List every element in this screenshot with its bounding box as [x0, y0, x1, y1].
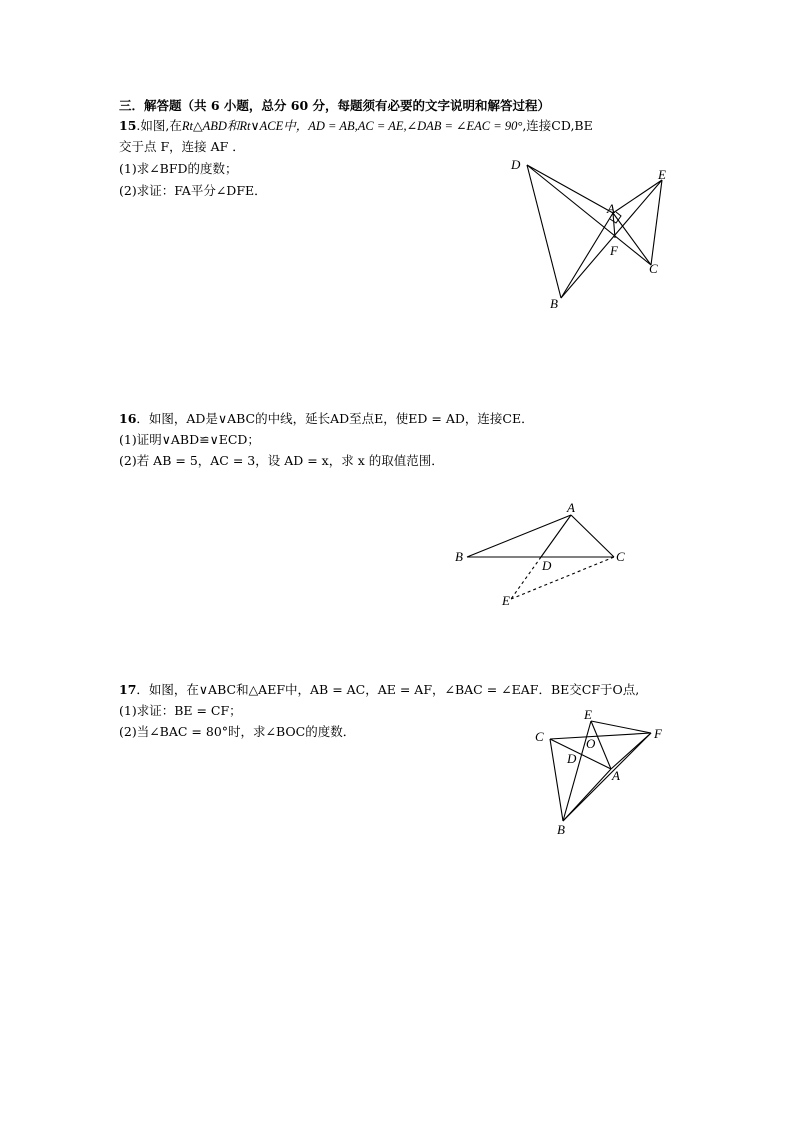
q16-line1 — [119, 411, 534, 427]
q17-number: 17 — [119, 682, 137, 697]
q15-label-b: B — [550, 296, 558, 311]
q17-segment-bf — [563, 733, 651, 821]
q16-figure — [450, 495, 640, 610]
q16-label-e: E — [502, 593, 510, 608]
q16-label-c: C — [616, 549, 625, 564]
q16-line1-text: ．如图，AD是∨ABC的中线，延长AD至点E，使ED = AD，连接CE． — [136, 411, 534, 426]
q17-line1 — [119, 682, 639, 698]
q16-number: 16 — [119, 411, 137, 426]
q16-segment-ac — [571, 515, 614, 557]
q17-label-a: A — [612, 768, 620, 783]
q16-label-d: D — [542, 558, 552, 573]
q15-line1 — [119, 118, 593, 134]
q17-label-e: E — [584, 707, 592, 722]
section-heading: 三．解答题（共 6 小题，总分 60 分，每题须有必要的文字说明和解答过程） — [119, 98, 551, 113]
q15-part1: (1)求∠BFD的度数； — [119, 161, 238, 176]
q15-segment-be — [561, 180, 662, 298]
q15-line1-math: Rt△ABD和Rt∨ACE中，AD = AB,AC = AE,∠DAB = ∠EAC = 90° — [181, 119, 523, 133]
q17-label-o: O — [586, 736, 596, 751]
q15-number: 15 — [119, 118, 137, 133]
q17-label-c: C — [535, 729, 544, 744]
q15-label-a: A — [607, 201, 615, 216]
q16-label-a: A — [567, 500, 575, 515]
q17-label-d: D — [567, 751, 577, 766]
q15-segment-ec — [651, 180, 662, 265]
q15-label-e: E — [658, 167, 666, 182]
q16-part1: (1)证明∨ABD≌∨ECD； — [119, 432, 260, 447]
q15-label-d: D — [511, 157, 521, 172]
q15-segment-da — [527, 165, 613, 213]
q16-segment-de — [511, 557, 541, 599]
q15-line1-pre: .如图,在 — [136, 118, 182, 133]
q17-segment-ca — [550, 739, 611, 769]
q17-label-b: B — [557, 822, 565, 837]
q17-figure — [530, 703, 675, 838]
q17-segment-cb — [550, 739, 563, 821]
q17-label-f: F — [654, 726, 662, 741]
q15-part2: (2)求证：FA平分∠DFE． — [119, 183, 267, 198]
q15-line1-post: ,连接CD,BE — [522, 118, 593, 133]
q15-label-c: C — [649, 261, 658, 276]
q17-part1: (1)求证：BE = CF； — [119, 703, 242, 718]
q15-segment-ba — [561, 213, 613, 298]
q15-label-f: F — [610, 243, 618, 258]
q15-line2: 交于点 F，连接 AF ． — [119, 139, 245, 154]
q16-part2: (2)若 AB = 5，AC = 3，设 AD = x，求 x 的取值范围． — [119, 453, 444, 468]
q17-segment-cf — [550, 733, 651, 739]
q15-segment-db — [527, 165, 561, 298]
q17-segment-ef — [591, 721, 651, 733]
q16-label-b: B — [455, 549, 463, 564]
q15-figure — [500, 150, 690, 320]
q17-line1-text: ．如图，在∨ABC和△AEF中，AB = AC，AE = AF，∠BAC = ∠EAF．BE交CF于O点, — [136, 682, 640, 697]
q17-part2: (2)当∠BAC = 80°时，求∠BOC的度数． — [119, 724, 356, 739]
